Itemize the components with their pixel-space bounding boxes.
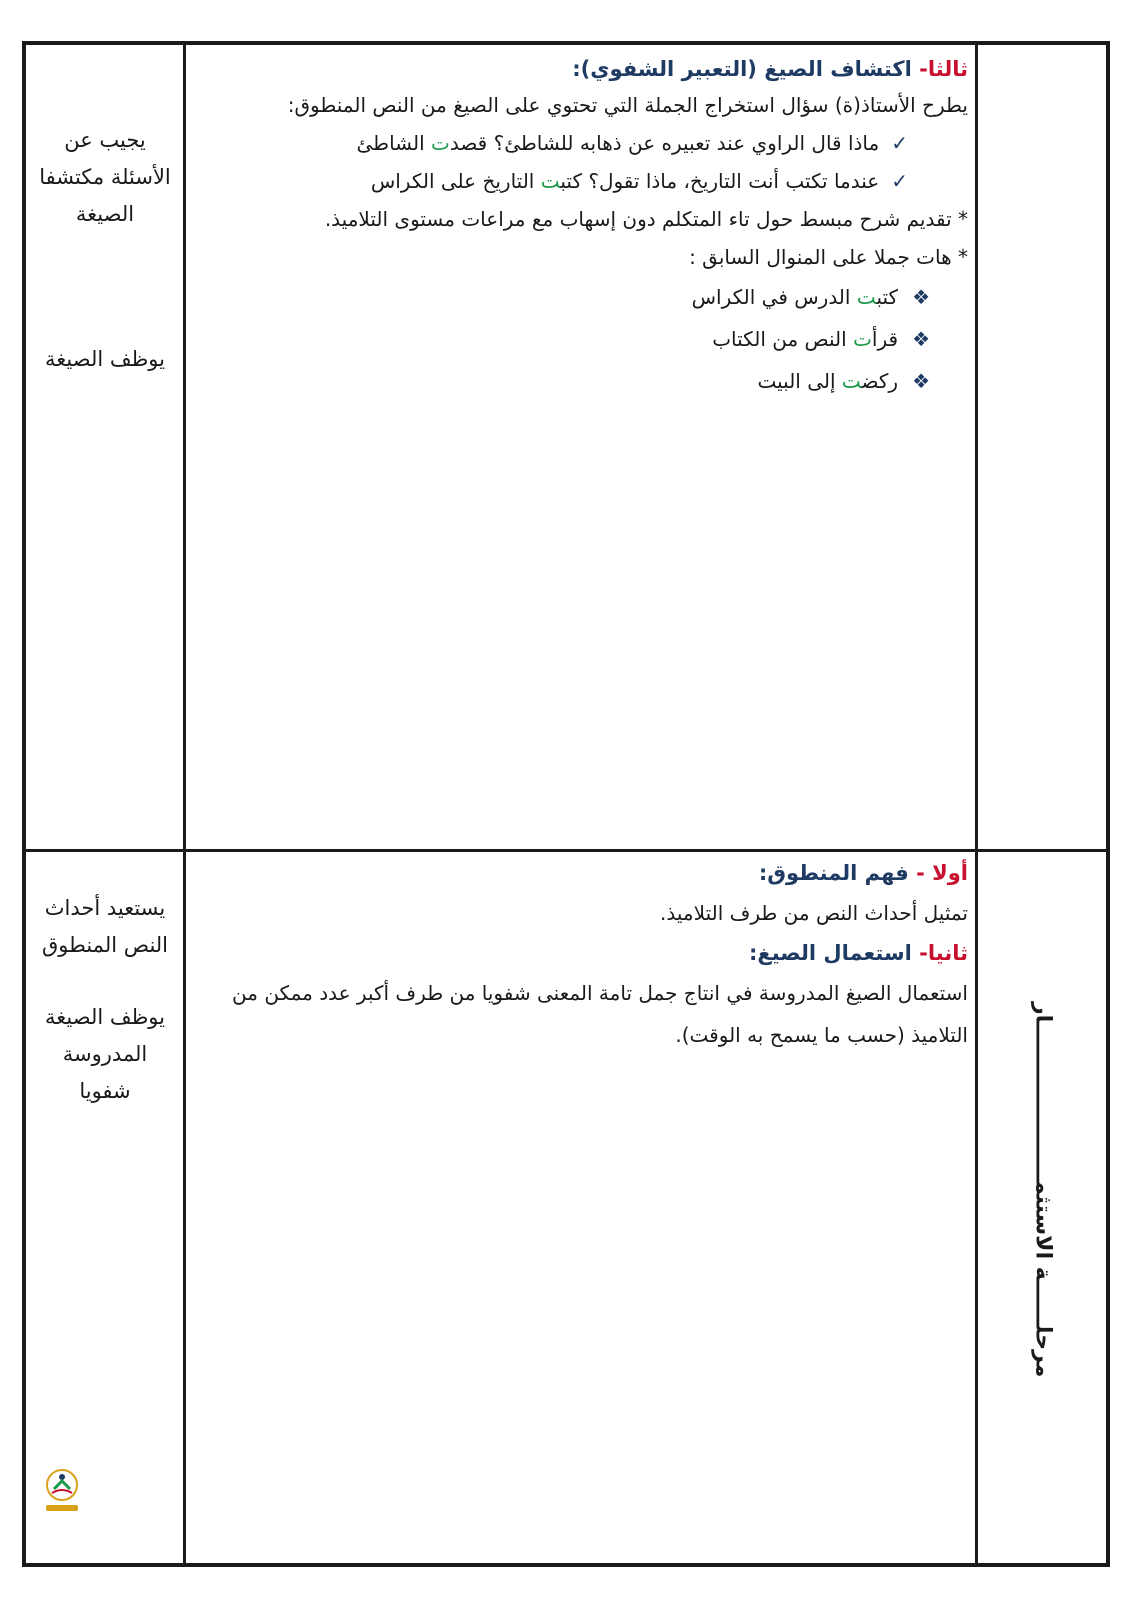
bottom-heading-1 [194,856,968,890]
check-item [200,124,968,162]
paragraph-text: تمثيل أحداث النص من طرف التلاميذ. [660,901,968,925]
check-text: ماذا قال الراوي عند تعبيره عن ذهابه للشاطئ؟ قصد [449,131,880,155]
example-item [200,276,968,318]
top-heading [200,52,968,86]
intro-text: يطرح الأستاذ(ة) سؤال استخراج الجملة التي تحتوي على الصيغ من النص المنطوق: [287,93,968,117]
top-objective-1: يجيب عن الأسئلة مكتشفا الصيغة [39,128,171,226]
diamond-bullet-icon: ❖ [912,327,930,351]
heading-title: اكتشاف الصيغ (التعبير الشفوي): [572,57,912,81]
example-text: ركض [861,369,899,393]
bottom-objective-1: يستعيد أحداث النص المنطوق [41,896,169,957]
diamond-bullet-icon: ❖ [912,285,930,309]
check-text-end: الشاطئ [356,131,432,155]
checkmark-icon: ✓ [891,169,908,193]
check-item [200,162,968,200]
school-logo-icon [40,1465,84,1515]
column-divider-left [183,45,186,1563]
bottom-objective-2: يوظف الصيغة المدروسة شفويا [45,1005,165,1103]
top-main-cell [200,52,968,402]
row-divider [26,849,1106,852]
column-divider-right [975,45,978,1563]
highlight-letter: ت [431,131,450,155]
example-text: كتب [876,285,899,309]
bottom-heading-2 [194,936,968,970]
note-text: * هات جملا على المنوال السابق : [689,245,968,269]
example-text-end: إلى البيت [757,369,842,393]
heading-number: أولا - [916,861,968,885]
note-text: * تقديم شرح مبسط حول تاء المتكلم دون إسهاب مع مراعات مستوى التلاميذ. [324,207,968,231]
stage-label: مرحلــــــة الاستثمـــــــــــــــــــــار [1030,1002,1056,1378]
highlight-letter: ت [853,327,872,351]
example-text-end: النص من الكتاب [712,327,854,351]
check-text: عندما تكتب أنت التاريخ، ماذا تقول؟ كتب [560,169,880,193]
example-text-end: الدرس في الكراس [691,285,857,309]
example-item [200,318,968,360]
bottom-main-cell [194,856,968,1056]
example-item [200,360,968,402]
heading-number: ثالثا- [919,57,968,81]
example-text: قرأ [871,327,899,351]
top-objective-2: يوظف الصيغة [45,347,165,371]
check-text-end: التاريخ على الكراس [370,169,541,193]
highlight-letter: ت [540,169,561,193]
heading-number: ثانيا- [919,941,968,965]
paragraph-text: استعمال الصيغ المدروسة في انتاج جمل تامة المعنى شفويا من طرف أكبر عدد ممكن من التلاميذ (حسب ما يسمح به الوقت). [232,981,968,1047]
heading-title: فهم المنطوق: [758,861,909,885]
highlight-letter: ت [856,285,877,309]
checkmark-icon: ✓ [891,131,908,155]
heading-title: استعمال الصيغ: [748,941,912,965]
highlight-letter: ت [841,369,862,393]
diamond-bullet-icon: ❖ [912,369,930,393]
